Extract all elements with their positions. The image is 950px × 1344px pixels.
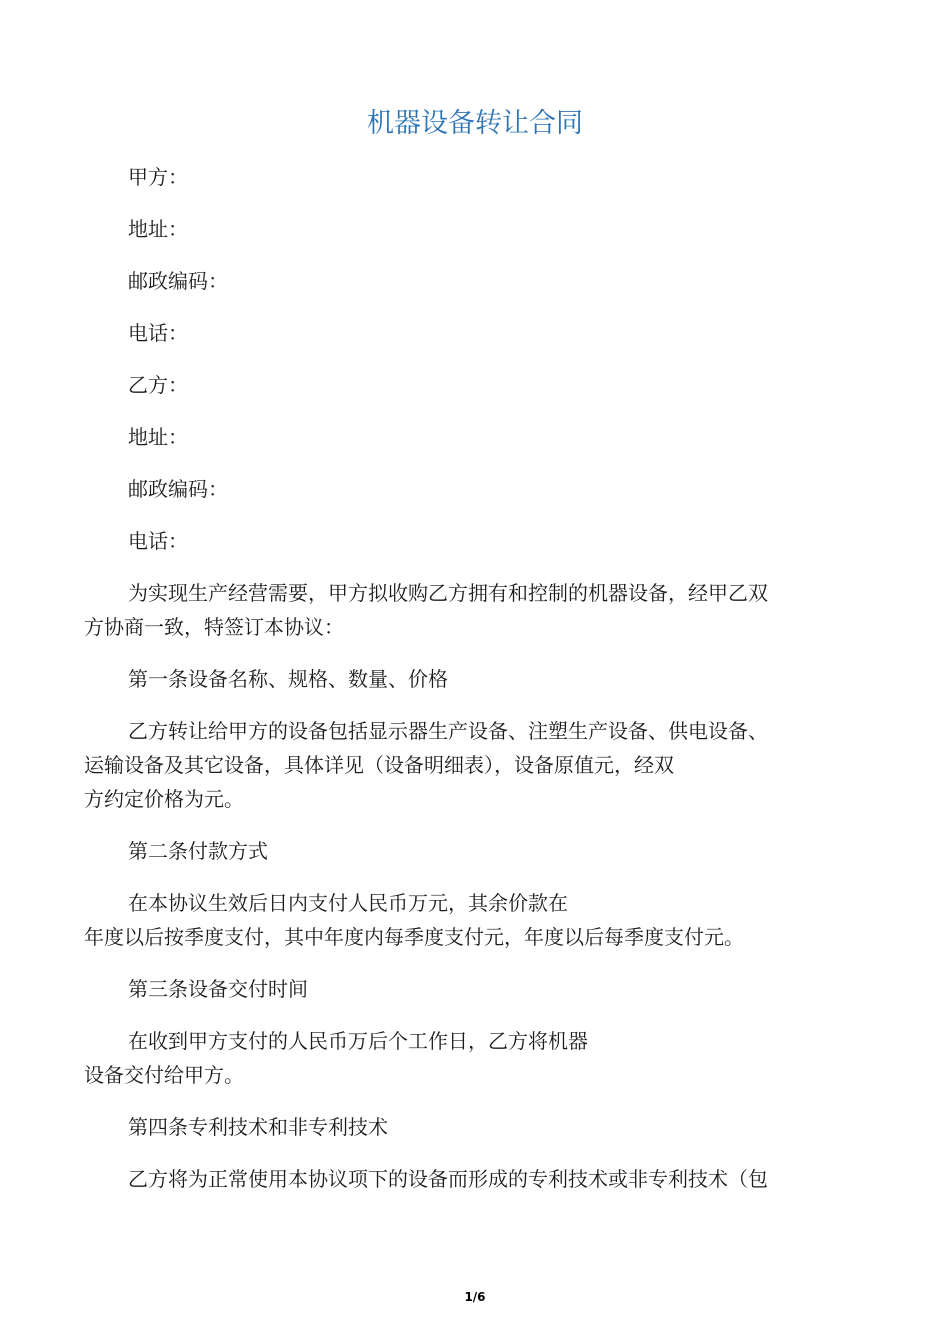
article-2-paragraph	[84, 886, 854, 954]
article-1-heading: 第一条设备名称、规格、数量、价格	[128, 667, 448, 691]
article-2-heading: 第二条付款方式	[128, 839, 268, 863]
article-3-line-2: 设备交付给甲方。	[84, 1063, 244, 1087]
article-1-line-1: 乙方转让给甲方的设备包括显示器生产设备、注塑生产设备、供电设备、	[128, 719, 768, 743]
article-2-line-1: 在本协议生效后日内支付人民币万元，其余价款在	[128, 891, 568, 915]
party-b-address-label: 地址：	[128, 425, 188, 449]
article-1-line-3: 方约定价格为元。	[84, 787, 244, 811]
party-b-phone-label: 电话：	[128, 529, 188, 553]
article-3-heading: 第三条设备交付时间	[128, 977, 308, 1001]
document-body	[84, 160, 854, 1214]
preamble-line-2: 方协商一致，特签订本协议：	[84, 615, 344, 639]
party-a-phone-label: 电话：	[128, 321, 188, 345]
preamble-line-1: 为实现生产经营需要，甲方拟收购乙方拥有和控制的机器设备，经甲乙双	[128, 581, 768, 605]
page-number: 1/6	[464, 1290, 486, 1304]
document-title: 机器设备转让合同	[367, 108, 583, 139]
article-1-line-2: 运输设备及其它设备，具体详见（设备明细表），设备原值元，经双	[84, 753, 674, 777]
party-a-address-label: 地址：	[128, 217, 188, 241]
party-b-name-label: 乙方：	[128, 373, 188, 397]
article-2-line-2: 年度以后按季度支付，其中年度内每季度支付元，年度以后每季度支付元。	[84, 925, 744, 949]
party-a-postcode-label: 邮政编码：	[128, 269, 228, 293]
party-b-postcode-label: 邮政编码：	[128, 477, 228, 501]
party-a-name-label: 甲方：	[128, 165, 188, 189]
article-1-paragraph	[84, 714, 854, 816]
article-4-heading: 第四条专利技术和非专利技术	[128, 1115, 388, 1139]
article-3-line-1: 在收到甲方支付的人民币万后个工作日，乙方将机器	[128, 1029, 588, 1053]
preamble-paragraph	[84, 576, 854, 644]
article-4-line-1: 乙方将为正常使用本协议项下的设备而形成的专利技术或非专利技术（包	[128, 1167, 768, 1191]
article-4-paragraph	[84, 1162, 854, 1196]
article-3-paragraph	[84, 1024, 854, 1092]
